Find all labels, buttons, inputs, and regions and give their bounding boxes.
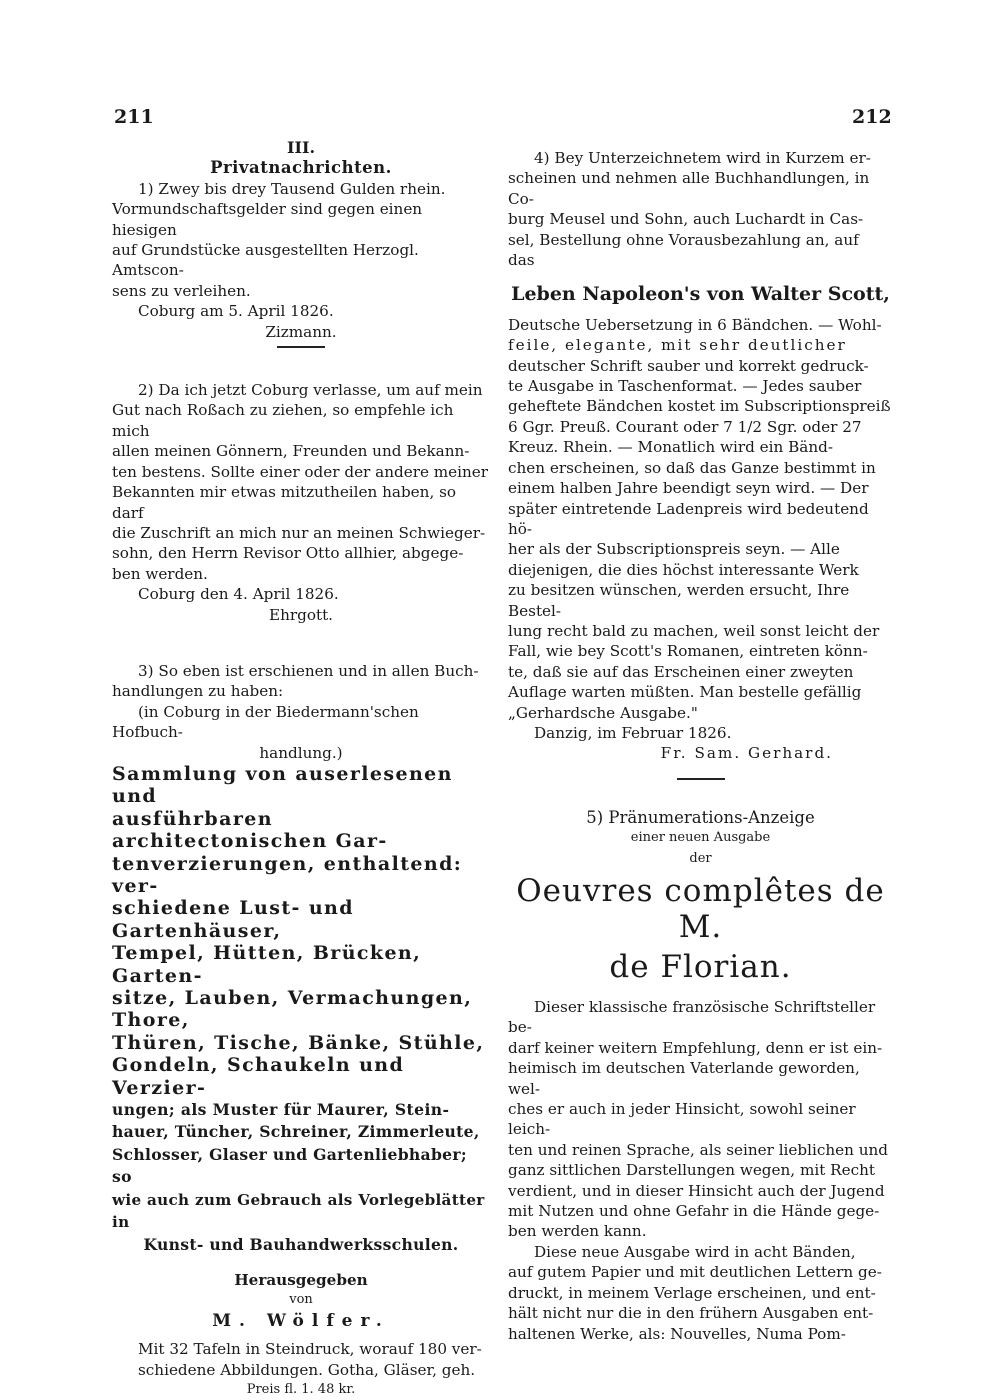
title-line: Tempel, Hütten, Brücken, Garten- — [112, 942, 422, 987]
text-line: 2) Da ich jetzt Coburg verlasse, um auf mein — [138, 381, 483, 400]
text-line: ben werden. — [112, 564, 208, 583]
text-line: diejenigen, die dies höchst interessante Werk — [508, 560, 859, 579]
title-line: tenverzierungen, enthaltend: ver- — [112, 852, 463, 897]
title-line: ungen; als Muster für Maurer, Stein- — [112, 1100, 450, 1120]
text-line: (in Coburg in der Biedermann'schen Hofbuch- — [112, 702, 419, 742]
editor-name: M. Wölfer. — [212, 1310, 390, 1331]
title-line: schiedene Lust- und Gartenhäuser, — [112, 897, 354, 942]
text-line: ben werden kann. — [508, 1222, 647, 1241]
text-line: her als der Subscriptionspreis seyn. — Alle — [508, 540, 840, 559]
notice-5 — [508, 808, 893, 1344]
price: Preis fl. 1. 48 kr. — [246, 1381, 356, 1397]
text-line: 3) So eben ist erschienen und in allen Buch- — [138, 661, 479, 680]
notice-2 — [112, 380, 490, 625]
notice-4-signature: Fr. Sam. Gerhard. — [660, 744, 833, 763]
title-line: Gondeln, Schaukeln und Verzier- — [112, 1054, 405, 1099]
text-line: 4) Bey Unterzeichnetem wird in Kurzem er- — [534, 149, 871, 167]
notice-5-sub1: einer neuen Ausgabe — [630, 830, 771, 846]
notice-4-dateline: Danzig, im Februar 1826. — [534, 723, 732, 742]
text-line: scheinen und nehmen alle Buchhandlungen, in Co- — [508, 169, 870, 208]
text-line: hält nicht nur die in den frühern Ausgaben ent- — [508, 1304, 874, 1323]
text-line: druckt, in meinem Verlage erscheinen, und ent- — [508, 1283, 876, 1302]
text-line: 6 Ggr. Preuß. Courant oder 7 1/2 Sgr. oder 27 — [508, 417, 862, 436]
notice-5-para-1 — [508, 997, 893, 1242]
text-line: schiedene Abbildungen. Gotha, Gläser, geh. — [138, 1360, 476, 1379]
title-line: Schlosser, Glaser und Gartenliebhaber; so — [112, 1144, 467, 1187]
notice-1-signature: Zizmann. — [265, 322, 337, 341]
notice-5-sub2: der — [689, 850, 712, 866]
notice-2-dateline: Coburg den 4. April 1826. — [138, 585, 339, 604]
text-line: te, daß sie auf das Erscheinen einer zweyten — [508, 662, 854, 681]
separator-rule — [277, 346, 325, 348]
napoleon-title: Leben Napoleon's von Walter Scott, — [511, 283, 890, 306]
notice-4-body — [508, 315, 893, 723]
notice-5-heading: 5) Pränumerations-Anzeige — [586, 807, 815, 827]
title-line: Sammlung von auserlesenen und — [112, 762, 453, 808]
notice-2-signature: Ehrgott. — [268, 605, 334, 624]
separator-rule — [677, 778, 725, 780]
text-line: verdient, und in dieser Hinsicht auch der Jugend — [508, 1181, 885, 1200]
right-column — [508, 148, 893, 1344]
notice-5-para-2 — [508, 1242, 893, 1344]
text-line: ganz sittlichen Darstellungen wegen, mit Recht — [508, 1161, 875, 1180]
text-line: ches er auch in jeder Hinsicht, sowohl seiner leich- — [508, 1100, 856, 1139]
title-line: ausführbaren architectonischen Gar- — [112, 807, 388, 853]
text-line: mit Nutzen und ohne Gefahr in die Hände gege- — [508, 1202, 880, 1221]
text-line: Gut nach Roßach zu ziehen, so empfehle ich mich — [112, 401, 454, 440]
text-line: Deutsche Uebersetzung in 6 Bändchen. — Wohl- — [508, 315, 882, 334]
text-line: haltenen Werke, als: Nouvelles, Numa Pom- — [508, 1324, 846, 1343]
text-line: Bekannten mir etwas mitzutheilen haben, so darf — [112, 483, 457, 522]
notice-3 — [112, 661, 490, 1400]
text-line: ten bestens. Sollte einer oder der andere meiner — [112, 462, 489, 481]
left-column — [112, 138, 490, 1400]
title-line: Kunst- und Bauhandwerksschulen. — [143, 1234, 459, 1254]
text-line: sens zu verleihen. — [112, 281, 251, 300]
text-line: lung recht bald zu machen, weil sonst leicht der — [508, 621, 880, 640]
text-line: heimisch im deutschen Vaterlande geworden, wel- — [508, 1059, 860, 1098]
text-line: geheftete Bändchen kostet im Subscriptionspreiß — [508, 397, 891, 416]
text-line: „Gerhardsche Ausgabe." — [508, 703, 698, 722]
editor-label: Herausgegeben — [234, 1270, 368, 1289]
text-line: Vormundschaftsgelder sind gegen einen hiesigen — [112, 200, 423, 239]
text-line: deutscher Schrift sauber und korrekt gedruck- — [508, 356, 869, 375]
text-line: sohn, den Herrn Revisor Otto allhier, abgege- — [112, 544, 464, 563]
text-line: auf gutem Papier und mit deutlichen Lettern ge- — [508, 1263, 882, 1282]
florian-title-line-1: Oeuvres complêtes de M. — [516, 873, 885, 945]
notice-4 — [508, 148, 893, 764]
section-title: Privatnachrichten. — [210, 158, 392, 178]
text-line: auf Grundstücke ausgestellten Herzogl. Amtscon- — [112, 241, 419, 280]
book-title — [112, 763, 490, 1256]
page-number-right: 212 — [852, 106, 892, 128]
text-line: allen meinen Gönnern, Freunden und Bekann- — [112, 442, 470, 461]
title-line: Thüren, Tische, Bänke, Stühle, — [112, 1031, 485, 1054]
notice-1 — [112, 179, 490, 342]
text-line: Fall, wie bey Scott's Romanen, eintreten könn- — [508, 642, 868, 661]
text-line: später eintretende Ladenpreis wird bedeutend hö- — [508, 499, 869, 538]
text-line: zu besitzen wünschen, werden ersucht, Ihre Bestel- — [508, 581, 850, 620]
title-line: wie auch zum Gebrauch als Vorlegeblätter in — [112, 1190, 485, 1232]
text-line: ten und reinen Sprache, als seiner lieblichen und — [508, 1140, 889, 1159]
text-line: feile, elegante, mit sehr deutlicher — [508, 336, 847, 355]
title-line: sitze, Lauben, Vermachungen, Thore, — [112, 987, 473, 1032]
text-line: Diese neue Ausgabe wird in acht Bänden, — [534, 1242, 856, 1261]
notice-1-dateline: Coburg am 5. April 1826. — [138, 302, 334, 321]
notice-1-text — [112, 179, 490, 301]
title-line: hauer, Tüncher, Schreiner, Zimmerleute, — [112, 1122, 480, 1142]
text-line: Auflage warten müßten. Man bestelle gefällig — [508, 683, 862, 702]
text-line: Mit 32 Tafeln in Steindruck, worauf 180 ver- — [138, 1340, 482, 1359]
text-line: te Ausgabe in Taschenformat. — Jedes sauber — [508, 377, 862, 396]
text-line: Dieser klassische französische Schriftsteller be- — [508, 998, 876, 1037]
text-line: burg Meusel und Sohn, auch Luchardt in Cas- — [508, 210, 864, 229]
text-line: handlungen zu haben: — [112, 682, 284, 701]
florian-title-line-2: de Florian. — [609, 949, 792, 985]
text-line: chen erscheinen, so daß das Ganze bestimmt in — [508, 458, 876, 477]
page-number-left: 211 — [114, 106, 154, 128]
text-line: sel, Bestellung ohne Vorausbezahlung an, auf — [508, 230, 859, 249]
text-line: handlung.) — [259, 743, 343, 762]
editor-von: von — [289, 1292, 313, 1308]
text-line: Kreuz. Rhein. — Monatlich wird ein Bänd- — [508, 438, 833, 457]
text-line: das — [508, 251, 535, 270]
text-line: die Zuschrift an mich nur an meinen Schwieger- — [112, 523, 486, 542]
section-number: III. — [286, 138, 316, 157]
text-line: 1) Zwey bis drey Tausend Gulden rhein. — [138, 179, 446, 198]
text-line: einem halben Jahre beendigt seyn wird. — Der — [508, 479, 869, 498]
text-line: darf keiner weitern Empfehlung, denn er ist ein- — [508, 1038, 883, 1057]
